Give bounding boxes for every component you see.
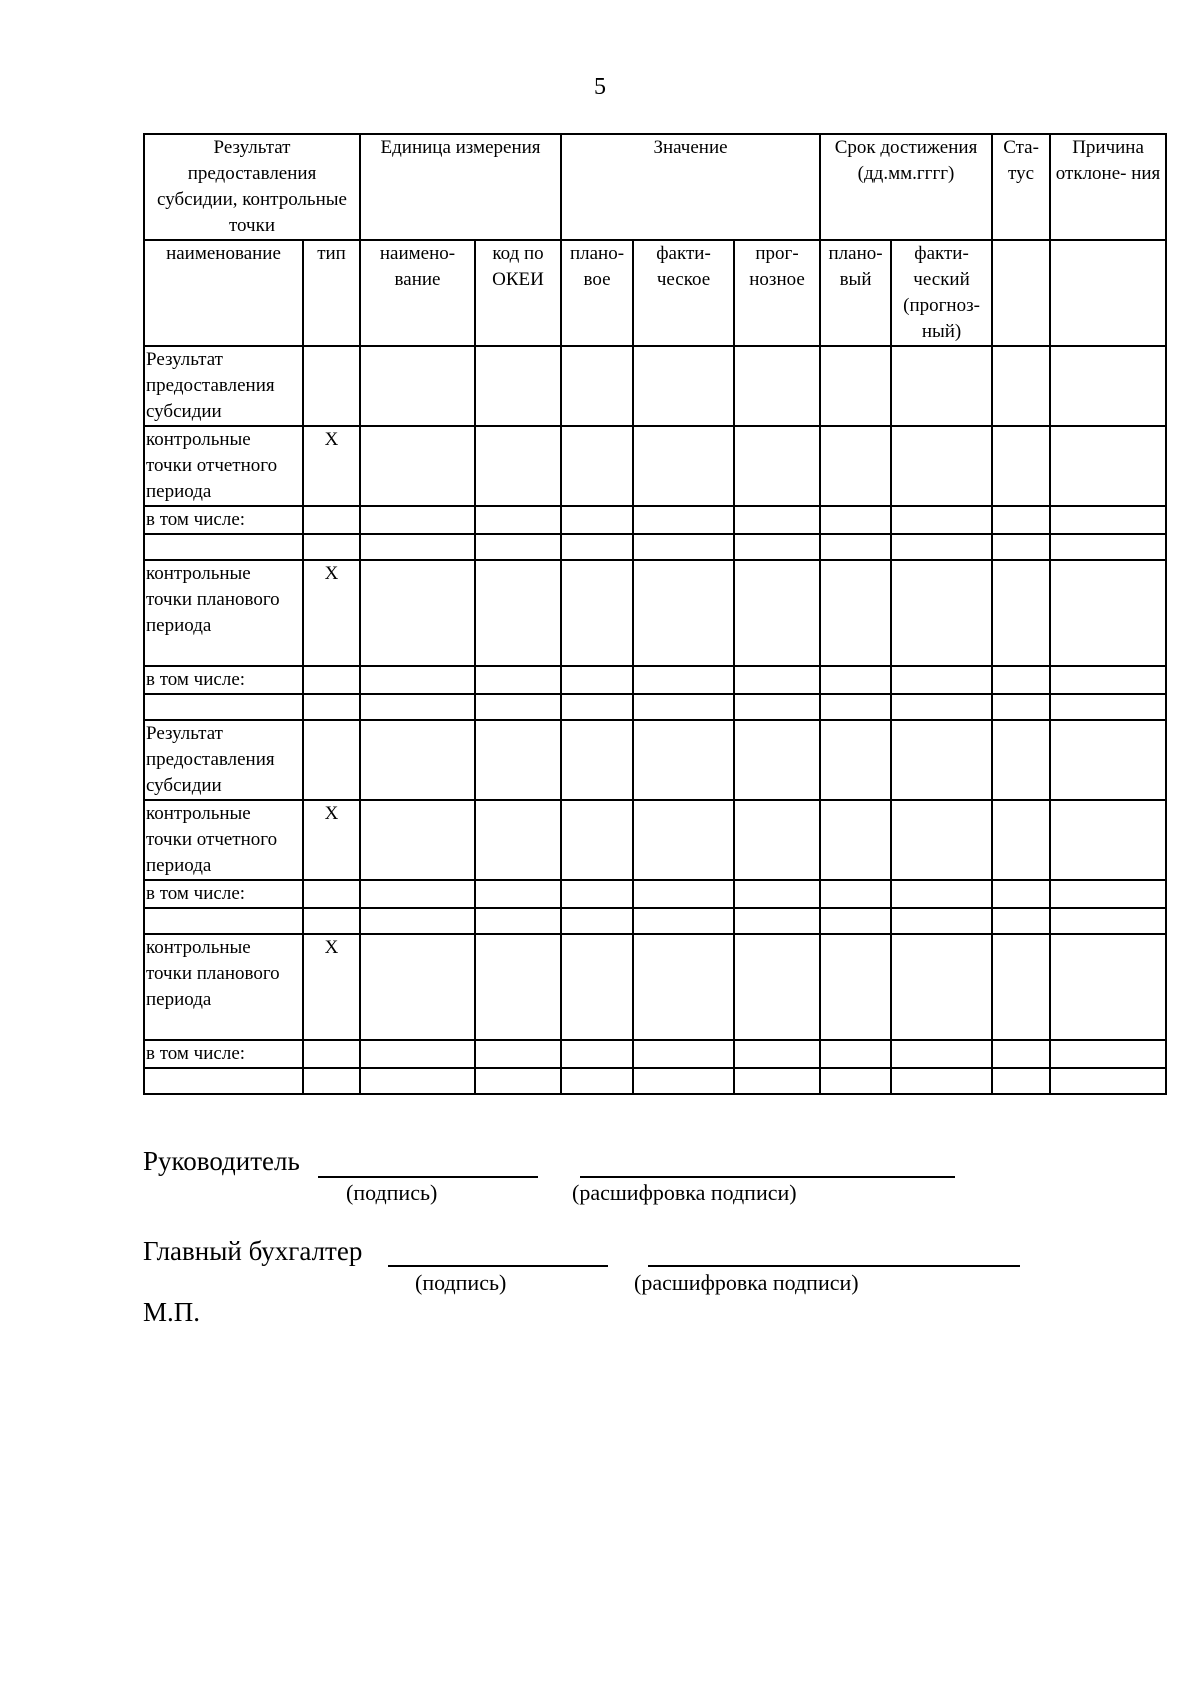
input-cell[interactable] [992, 934, 1050, 1040]
input-cell[interactable] [360, 880, 475, 908]
stamp-label: М.П. [143, 1297, 201, 1327]
input-cell[interactable] [561, 426, 633, 506]
input-cell[interactable] [1050, 426, 1166, 506]
input-cell[interactable] [992, 880, 1050, 908]
input-cell[interactable] [360, 346, 475, 426]
input-cell[interactable] [561, 720, 633, 800]
input-cell[interactable] [360, 426, 475, 506]
header-actual-date: факти- ческий (прогноз- ный) [891, 240, 992, 346]
input-cell[interactable] [734, 426, 820, 506]
input-cell[interactable] [633, 534, 734, 560]
input-cell[interactable] [561, 534, 633, 560]
input-cell[interactable] [561, 694, 633, 720]
input-cell[interactable] [992, 506, 1050, 534]
input-cell[interactable] [820, 666, 891, 694]
row-type [303, 666, 360, 694]
input-cell[interactable] [992, 666, 1050, 694]
input-cell[interactable] [475, 560, 561, 666]
head-decoding-line[interactable] [580, 1176, 955, 1178]
input-cell[interactable] [891, 720, 992, 800]
input-cell[interactable] [360, 560, 475, 666]
table-row [144, 908, 1166, 934]
input-cell[interactable] [633, 800, 734, 880]
input-cell[interactable] [561, 666, 633, 694]
row-type [303, 720, 360, 800]
input-cell[interactable] [734, 666, 820, 694]
input-cell[interactable] [992, 800, 1050, 880]
head-label: Руководитель [143, 1146, 300, 1176]
input-cell[interactable] [820, 1068, 891, 1094]
header-value-group: Значение [561, 134, 820, 240]
row-type: X [303, 560, 360, 666]
input-cell[interactable] [561, 934, 633, 1040]
input-cell[interactable] [992, 1068, 1050, 1094]
input-cell[interactable] [360, 1040, 475, 1068]
head-signature-line[interactable] [318, 1176, 538, 1178]
input-cell[interactable] [891, 1040, 992, 1068]
input-cell[interactable] [1050, 880, 1166, 908]
input-cell[interactable] [992, 720, 1050, 800]
input-cell[interactable] [360, 1068, 475, 1094]
input-cell[interactable] [1050, 534, 1166, 560]
input-cell[interactable] [360, 666, 475, 694]
input-cell[interactable] [475, 426, 561, 506]
table-row [144, 1040, 1166, 1068]
chief-signature-caption: (подпись) [415, 1270, 507, 1295]
input-cell[interactable] [820, 880, 891, 908]
input-cell[interactable] [1050, 694, 1166, 720]
row-type [303, 694, 360, 720]
chief-decoding-line[interactable] [648, 1265, 1020, 1267]
input-cell[interactable] [891, 346, 992, 426]
input-cell[interactable] [633, 720, 734, 800]
input-cell[interactable] [475, 506, 561, 534]
input-cell[interactable] [633, 560, 734, 666]
input-cell[interactable] [1050, 666, 1166, 694]
input-cell[interactable] [734, 1040, 820, 1068]
row-type [303, 880, 360, 908]
input-cell[interactable] [1050, 346, 1166, 426]
input-cell[interactable] [820, 426, 891, 506]
input-cell[interactable] [360, 694, 475, 720]
input-cell[interactable] [734, 534, 820, 560]
row-type [303, 506, 360, 534]
row-label [144, 694, 303, 720]
input-cell[interactable] [992, 694, 1050, 720]
row-type [303, 534, 360, 560]
header-unit-name: наимено- вание [360, 240, 475, 346]
header-result-group: Результат предоставления субсидии, контрольные точки [144, 134, 360, 240]
input-cell[interactable] [820, 346, 891, 426]
input-cell[interactable] [633, 694, 734, 720]
input-cell[interactable] [561, 346, 633, 426]
input-cell[interactable] [475, 1040, 561, 1068]
input-cell[interactable] [561, 880, 633, 908]
chief-decoding-caption: (расшифровка подписи) [634, 1270, 859, 1295]
input-cell[interactable] [891, 506, 992, 534]
row-label: Результат предоставления субсидии [144, 346, 303, 426]
input-cell[interactable] [360, 800, 475, 880]
input-cell[interactable] [475, 720, 561, 800]
input-cell[interactable] [475, 666, 561, 694]
page-number: 5 [594, 74, 606, 100]
input-cell[interactable] [891, 694, 992, 720]
table-row [144, 694, 1166, 720]
input-cell[interactable] [561, 1068, 633, 1094]
row-label: в том числе: [144, 506, 303, 534]
input-cell[interactable] [891, 534, 992, 560]
input-cell[interactable] [734, 908, 820, 934]
input-cell[interactable] [633, 1068, 734, 1094]
input-cell[interactable] [633, 934, 734, 1040]
input-cell[interactable] [561, 800, 633, 880]
row-label: в том числе: [144, 666, 303, 694]
input-cell[interactable] [1050, 908, 1166, 934]
input-cell[interactable] [1050, 934, 1166, 1040]
input-cell[interactable] [820, 934, 891, 1040]
row-type [303, 908, 360, 934]
input-cell[interactable] [633, 880, 734, 908]
input-cell[interactable] [734, 720, 820, 800]
chief-accountant-label: Главный бухгалтер [143, 1236, 363, 1266]
row-label: контрольные точки планового периода [144, 934, 303, 1040]
table-row [144, 346, 1166, 426]
input-cell[interactable] [475, 800, 561, 880]
input-cell[interactable] [820, 694, 891, 720]
input-cell[interactable] [891, 800, 992, 880]
table-row [144, 1068, 1166, 1094]
input-cell[interactable] [360, 506, 475, 534]
empty-cell [992, 240, 1050, 346]
input-cell[interactable] [992, 426, 1050, 506]
input-cell[interactable] [891, 880, 992, 908]
input-cell[interactable] [360, 534, 475, 560]
input-cell[interactable] [561, 1040, 633, 1068]
input-cell[interactable] [891, 1068, 992, 1094]
input-cell[interactable] [1050, 1068, 1166, 1094]
row-type: X [303, 934, 360, 1040]
table-row [144, 880, 1166, 908]
results-table [143, 133, 1167, 1095]
input-cell[interactable] [360, 934, 475, 1040]
input-cell[interactable] [633, 506, 734, 534]
row-label: контрольные точки отчетного периода [144, 800, 303, 880]
row-type [303, 1040, 360, 1068]
row-label: Результат предоставления субсидии [144, 720, 303, 800]
row-label: контрольные точки отчетного периода [144, 426, 303, 506]
input-cell[interactable] [734, 880, 820, 908]
input-cell[interactable] [992, 1040, 1050, 1068]
row-label [144, 908, 303, 934]
row-label: контрольные точки планового периода [144, 560, 303, 666]
input-cell[interactable] [820, 720, 891, 800]
input-cell[interactable] [561, 908, 633, 934]
row-type [303, 346, 360, 426]
input-cell[interactable] [475, 1068, 561, 1094]
input-cell[interactable] [992, 560, 1050, 666]
input-cell[interactable] [475, 908, 561, 934]
header-actual-value: факти- ческое [633, 240, 734, 346]
input-cell[interactable] [633, 908, 734, 934]
row-label: в том числе: [144, 1040, 303, 1068]
table-row [144, 560, 1166, 666]
input-cell[interactable] [475, 694, 561, 720]
head-signature-caption: (подпись) [346, 1180, 438, 1205]
row-type: X [303, 426, 360, 506]
header-status: Ста- тус [992, 134, 1050, 240]
input-cell[interactable] [561, 506, 633, 534]
input-cell[interactable] [734, 694, 820, 720]
input-cell[interactable] [734, 506, 820, 534]
input-cell[interactable] [734, 800, 820, 880]
table-row [144, 800, 1166, 880]
header-forecast-value: прог- нозное [734, 240, 820, 346]
input-cell[interactable] [633, 1040, 734, 1068]
empty-cell [1050, 240, 1166, 346]
input-cell[interactable] [475, 534, 561, 560]
input-cell[interactable] [891, 426, 992, 506]
input-cell[interactable] [475, 934, 561, 1040]
row-label [144, 1068, 303, 1094]
header-planned-value: плано- вое [561, 240, 633, 346]
row-type [303, 1068, 360, 1094]
row-label: в том числе: [144, 880, 303, 908]
input-cell[interactable] [820, 506, 891, 534]
table-row [144, 534, 1166, 560]
table-row [144, 426, 1166, 506]
chief-signature-line[interactable] [388, 1265, 608, 1267]
input-cell[interactable] [891, 934, 992, 1040]
header-reason: Причина отклоне- ния [1050, 134, 1166, 240]
input-cell[interactable] [633, 346, 734, 426]
input-cell[interactable] [820, 800, 891, 880]
input-cell[interactable] [992, 346, 1050, 426]
input-cell[interactable] [561, 560, 633, 666]
input-cell[interactable] [734, 1068, 820, 1094]
input-cell[interactable] [633, 426, 734, 506]
input-cell[interactable] [734, 346, 820, 426]
header-planned-date: плано- вый [820, 240, 891, 346]
row-type: X [303, 800, 360, 880]
input-cell[interactable] [820, 908, 891, 934]
row-label [144, 534, 303, 560]
input-cell[interactable] [1050, 506, 1166, 534]
table-row [144, 720, 1166, 800]
input-cell[interactable] [891, 560, 992, 666]
header-unit-group: Единица измерения [360, 134, 561, 240]
header-type: тип [303, 240, 360, 346]
header-name: наименование [144, 240, 303, 346]
input-cell[interactable] [1050, 800, 1166, 880]
header-row-groups [144, 134, 1166, 240]
input-cell[interactable] [992, 908, 1050, 934]
header-okei: код по ОКЕИ [475, 240, 561, 346]
input-cell[interactable] [633, 666, 734, 694]
input-cell[interactable] [820, 534, 891, 560]
input-cell[interactable] [360, 720, 475, 800]
head-decoding-caption: (расшифровка подписи) [572, 1180, 797, 1205]
table-row [144, 934, 1166, 1040]
input-cell[interactable] [1050, 1040, 1166, 1068]
input-cell[interactable] [891, 666, 992, 694]
input-cell[interactable] [992, 534, 1050, 560]
input-cell[interactable] [475, 880, 561, 908]
table-row [144, 506, 1166, 534]
input-cell[interactable] [1050, 560, 1166, 666]
input-cell[interactable] [734, 560, 820, 666]
input-cell[interactable] [734, 934, 820, 1040]
input-cell[interactable] [891, 908, 992, 934]
header-row-sub [144, 240, 1166, 346]
input-cell[interactable] [820, 560, 891, 666]
input-cell[interactable] [820, 1040, 891, 1068]
input-cell[interactable] [1050, 720, 1166, 800]
table-row [144, 666, 1166, 694]
input-cell[interactable] [360, 908, 475, 934]
header-deadline-group: Срок достижения (дд.мм.гггг) [820, 134, 992, 240]
input-cell[interactable] [475, 346, 561, 426]
